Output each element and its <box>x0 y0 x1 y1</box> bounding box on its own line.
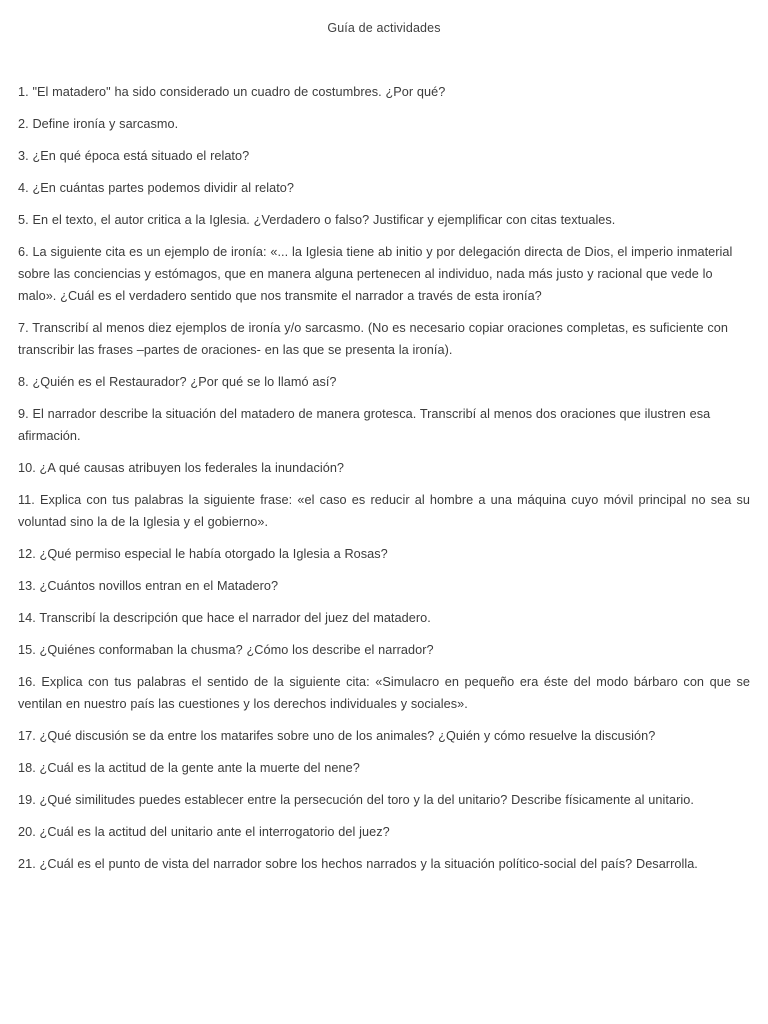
question-item: 15. ¿Quiénes conformaban la chusma? ¿Cómo los describe el narrador? <box>18 643 434 657</box>
question-item: 3. ¿En qué época está situado el relato? <box>18 149 250 163</box>
question-item: 21. ¿Cuál es el punto de vista del narrador sobre los hechos narrados y la situación político-social del país? Desarrolla. <box>18 857 698 871</box>
question-item: 4. ¿En cuántas partes podemos dividir al relato? <box>18 181 295 195</box>
question-item: 19. ¿Qué similitudes puedes establecer entre la persecución del toro y la del unitario? Describe físicamente al unitario. <box>18 793 694 807</box>
page-title: Guía de actividades <box>327 21 441 35</box>
question-item: 7. Transcribí al menos diez ejemplos de ironía y/o sarcasmo. (No es necesario copiar oraciones completas, es suficiente con transcribir las frases –partes de oraciones- en las que se presenta la ironía). <box>18 321 729 357</box>
question-item: 12. ¿Qué permiso especial le había otorgado la Iglesia a Rosas? <box>18 547 388 561</box>
question-item: 16. Explica con tus palabras el sentido de la siguiente cita: «Simulacro en pequeño era éste del modo bárbaro con que se ventilan en nuestro país las cuestiones y los derechos individuales y sociales». <box>18 675 750 711</box>
question-item: 6. La siguiente cita es un ejemplo de ironía: «... la Iglesia tiene ab initio y por delegación directa de Dios, el imperio inmaterial sobre las conciencias y estómagos, que en manera alguna pertenecen al individuo, nada más justo y racional que vede lo malo». ¿Cuál es el verdadero sentido que nos transmite el narrador a través de esta ironía? <box>18 245 733 303</box>
question-item: 8. ¿Quién es el Restaurador? ¿Por qué se lo llamó así? <box>18 375 337 389</box>
question-item: 20. ¿Cuál es la actitud del unitario ante el interrogatorio del juez? <box>18 825 390 839</box>
question-item: 14. Transcribí la descripción que hace el narrador del juez del matadero. <box>18 611 431 625</box>
question-item: 5. En el texto, el autor critica a la Iglesia. ¿Verdadero o falso? Justificar y ejemplificar con citas textuales. <box>18 213 616 227</box>
questions-list <box>0 36 768 875</box>
question-item: 17. ¿Qué discusión se da entre los matarifes sobre uno de los animales? ¿Quién y cómo resuelve la discusión? <box>18 729 656 743</box>
question-item: 10. ¿A qué causas atribuyen los federales la inundación? <box>18 461 345 475</box>
question-item: 1. "El matadero" ha sido considerado un cuadro de costumbres. ¿Por qué? <box>18 85 446 99</box>
question-item: 2. Define ironía y sarcasmo. <box>18 117 179 131</box>
question-item: 18. ¿Cuál es la actitud de la gente ante la muerte del nene? <box>18 761 360 775</box>
question-item: 9. El narrador describe la situación del matadero de manera grotesca. Transcribí al menos dos oraciones que ilustren esa afirmación. <box>18 407 711 443</box>
question-item: 11. Explica con tus palabras la siguiente frase: «el caso es reducir al hombre a una máquina cuyo móvil principal no sea su voluntad sino la de la Iglesia y el gobierno». <box>18 493 750 529</box>
question-item: 13. ¿Cuántos novillos entran en el Matadero? <box>18 579 279 593</box>
